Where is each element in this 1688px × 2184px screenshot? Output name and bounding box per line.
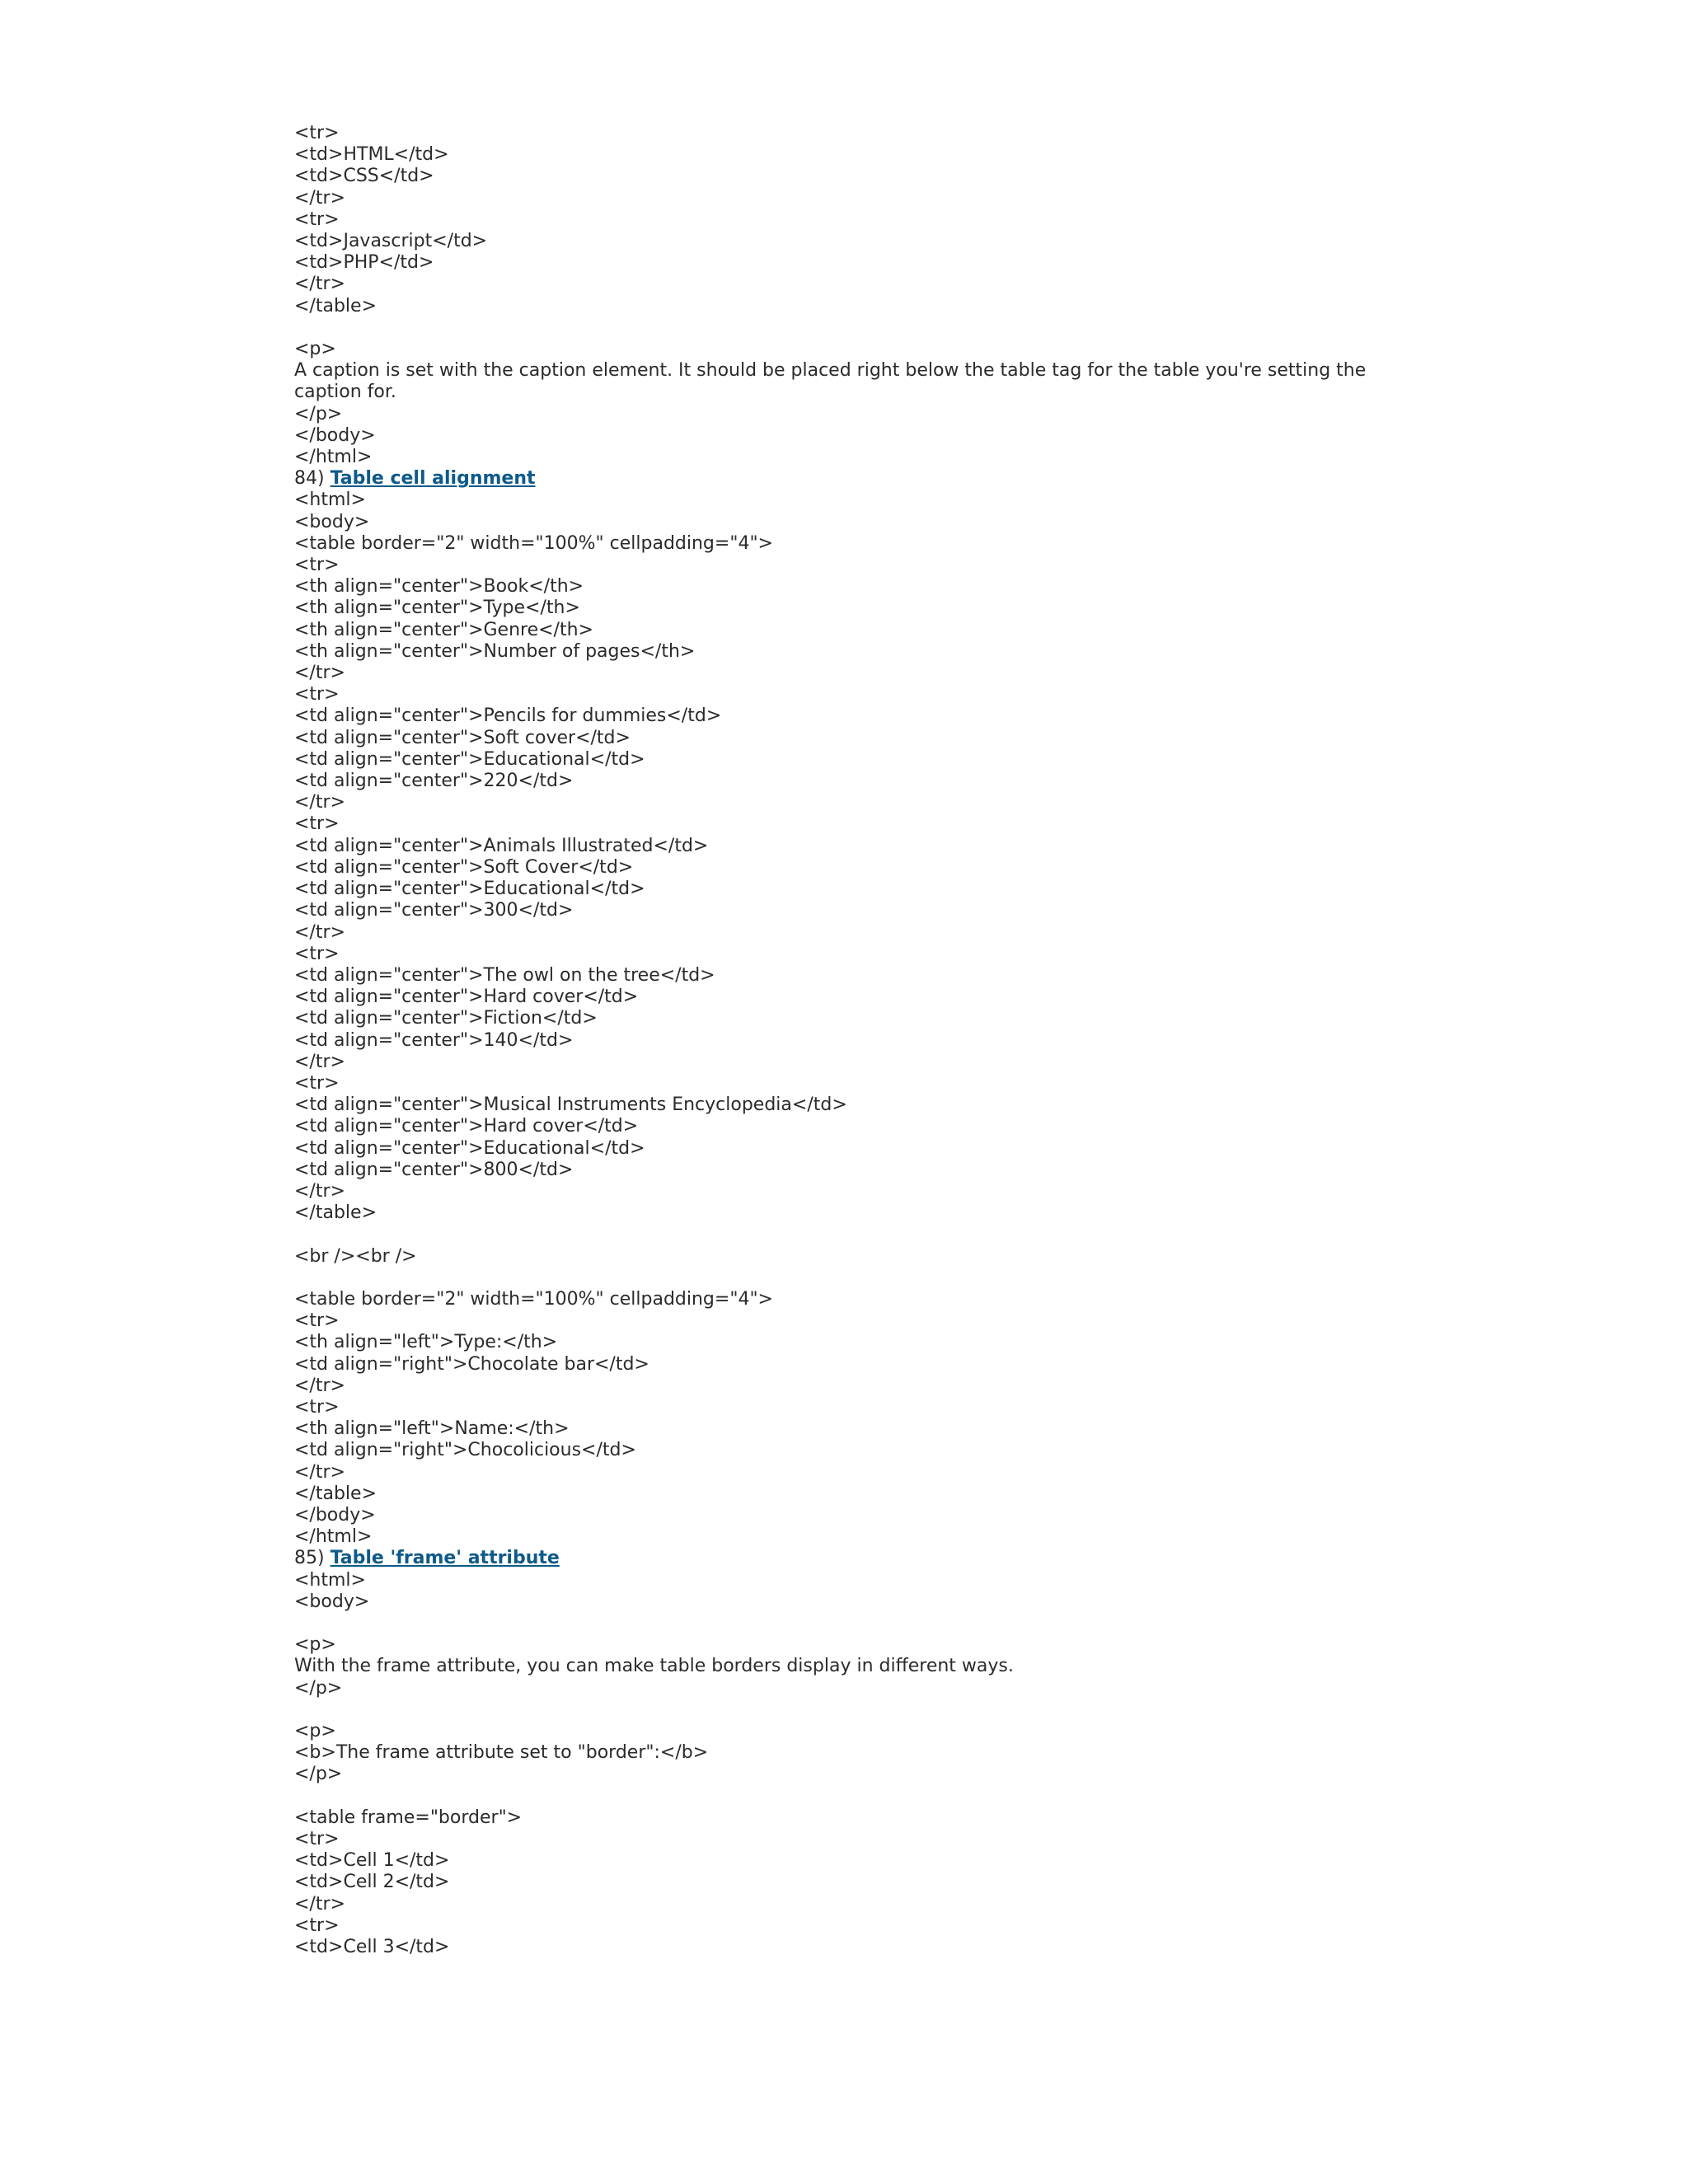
code-line: <td align="center">Musical Instruments Encyclopedia</td> [294, 1094, 847, 1116]
code-line: <td align="center">220</td> [294, 771, 574, 792]
code-line: </tr> [294, 1180, 345, 1202]
code-line: </p> [294, 1764, 343, 1785]
code-line: <tr> [294, 209, 340, 230]
code-line: <td>PHP</td> [294, 252, 434, 274]
code-line: <br /><br /> [294, 1245, 417, 1267]
section-title-link[interactable]: Table 'frame' attribute [330, 1548, 560, 1569]
code-line: <table frame="border"> [294, 1807, 523, 1828]
code-line: <tr> [294, 1396, 340, 1418]
code-line: <tr> [294, 684, 340, 705]
paragraph-text: A caption is set with the caption element. It should be placed right below the table tag for the table you're setting the caption for. [294, 360, 1367, 403]
section-title-link[interactable]: Table cell alignment [330, 468, 536, 490]
blank-line [294, 1268, 1432, 1289]
code-line: <td align="right">Chocolate bar</td> [294, 1353, 649, 1375]
code-line: <td align="center">Pencils for dummies</td> [294, 705, 722, 727]
code-line: <th align="center">Number of pages</th> [294, 640, 696, 662]
code-line: <td align="center">Hard cover</td> [294, 1116, 639, 1137]
code-line: </tr> [294, 921, 345, 943]
code-line: </body> [294, 1504, 376, 1526]
code-line: <td>CSS</td> [294, 166, 434, 187]
code-line: </tr> [294, 1051, 345, 1072]
code-line: <th align="center">Genre</th> [294, 619, 593, 640]
code-line: <p> [294, 339, 336, 360]
section-heading [294, 468, 1432, 490]
blank-line [294, 1613, 1432, 1634]
code-line: <tr> [294, 1915, 340, 1936]
code-line: <tr> [294, 943, 340, 964]
code-line: <td>HTML</td> [294, 144, 449, 166]
code-line: <td align="center">Animals Illustrated</td> [294, 835, 709, 856]
code-line: </p> [294, 403, 343, 424]
blank-line [294, 1699, 1432, 1721]
section-heading [294, 1548, 1432, 1569]
blank-line [294, 1224, 1432, 1245]
section-number: 85) [294, 1548, 331, 1569]
code-line: <th align="left">Type:</th> [294, 1332, 558, 1353]
code-line: <td align="center">Educational</td> [294, 748, 645, 770]
code-line: <tr> [294, 1828, 340, 1849]
code-line: <td align="center">Educational</td> [294, 1137, 645, 1159]
code-line: <td align="center">Soft cover</td> [294, 727, 631, 748]
code-line: </tr> [294, 663, 345, 684]
code-line: <td align="center">Hard cover</td> [294, 987, 639, 1008]
code-line: With the frame attribute, you can make table borders display in different ways. [294, 1656, 1014, 1677]
code-line: </tr> [294, 187, 345, 209]
code-line: </tr> [294, 1461, 345, 1483]
code-line: </table> [294, 1483, 377, 1504]
blank-line [294, 1786, 1432, 1807]
code-line: <tr> [294, 813, 340, 835]
code-line: <html> [294, 490, 366, 511]
code-line: <td>Cell 1</td> [294, 1850, 450, 1872]
code-line: </html> [294, 1526, 373, 1548]
code-line: <td align="center">300</td> [294, 900, 574, 921]
code-line: <th align="center">Type</th> [294, 598, 580, 619]
code-line: <td align="center">Soft Cover</td> [294, 856, 634, 878]
code-line: </body> [294, 424, 376, 446]
code-line: <td align="center">Educational</td> [294, 879, 645, 900]
code-line: <b>The frame attribute set to "border":</b> [294, 1742, 709, 1764]
code-line: <p> [294, 1720, 336, 1741]
code-line: <td align="center">800</td> [294, 1159, 574, 1180]
code-line: <tr> [294, 1310, 340, 1332]
code-line: <tr> [294, 555, 340, 576]
code-line: <th align="left">Name:</th> [294, 1418, 570, 1440]
code-line: </tr> [294, 1893, 345, 1915]
code-line: <html> [294, 1569, 366, 1591]
section-number: 84) [294, 468, 331, 490]
code-line: </table> [294, 295, 377, 316]
code-line: <td align="center">Fiction</td> [294, 1008, 598, 1029]
code-line: <td>Cell 3</td> [294, 1936, 450, 1957]
code-line: <tr> [294, 1072, 340, 1094]
code-line: <p> [294, 1634, 336, 1656]
code-line: <table border="2" width="100%" cellpadding="4"> [294, 1288, 773, 1310]
document-page [294, 123, 1432, 1958]
code-line: <td>Javascript</td> [294, 231, 488, 252]
code-line: </tr> [294, 1375, 345, 1396]
blank-line [294, 317, 1432, 339]
code-line: <tr> [294, 123, 340, 143]
code-line: </tr> [294, 792, 345, 813]
code-line: </table> [294, 1202, 377, 1224]
code-line: <td align="center">The owl on the tree</td> [294, 964, 715, 986]
code-line: </html> [294, 447, 373, 468]
code-line: <td align="center">140</td> [294, 1029, 574, 1051]
code-line: </p> [294, 1677, 343, 1699]
code-line: <th align="center">Book</th> [294, 576, 584, 598]
code-line: <td>Cell 2</td> [294, 1872, 450, 1893]
code-line: </tr> [294, 274, 345, 295]
code-line: <body> [294, 511, 370, 532]
code-line: <body> [294, 1591, 370, 1612]
code-line: <td align="right">Chocolicious</td> [294, 1440, 636, 1461]
code-line: <table border="2" width="100%" cellpadding="4"> [294, 532, 773, 554]
